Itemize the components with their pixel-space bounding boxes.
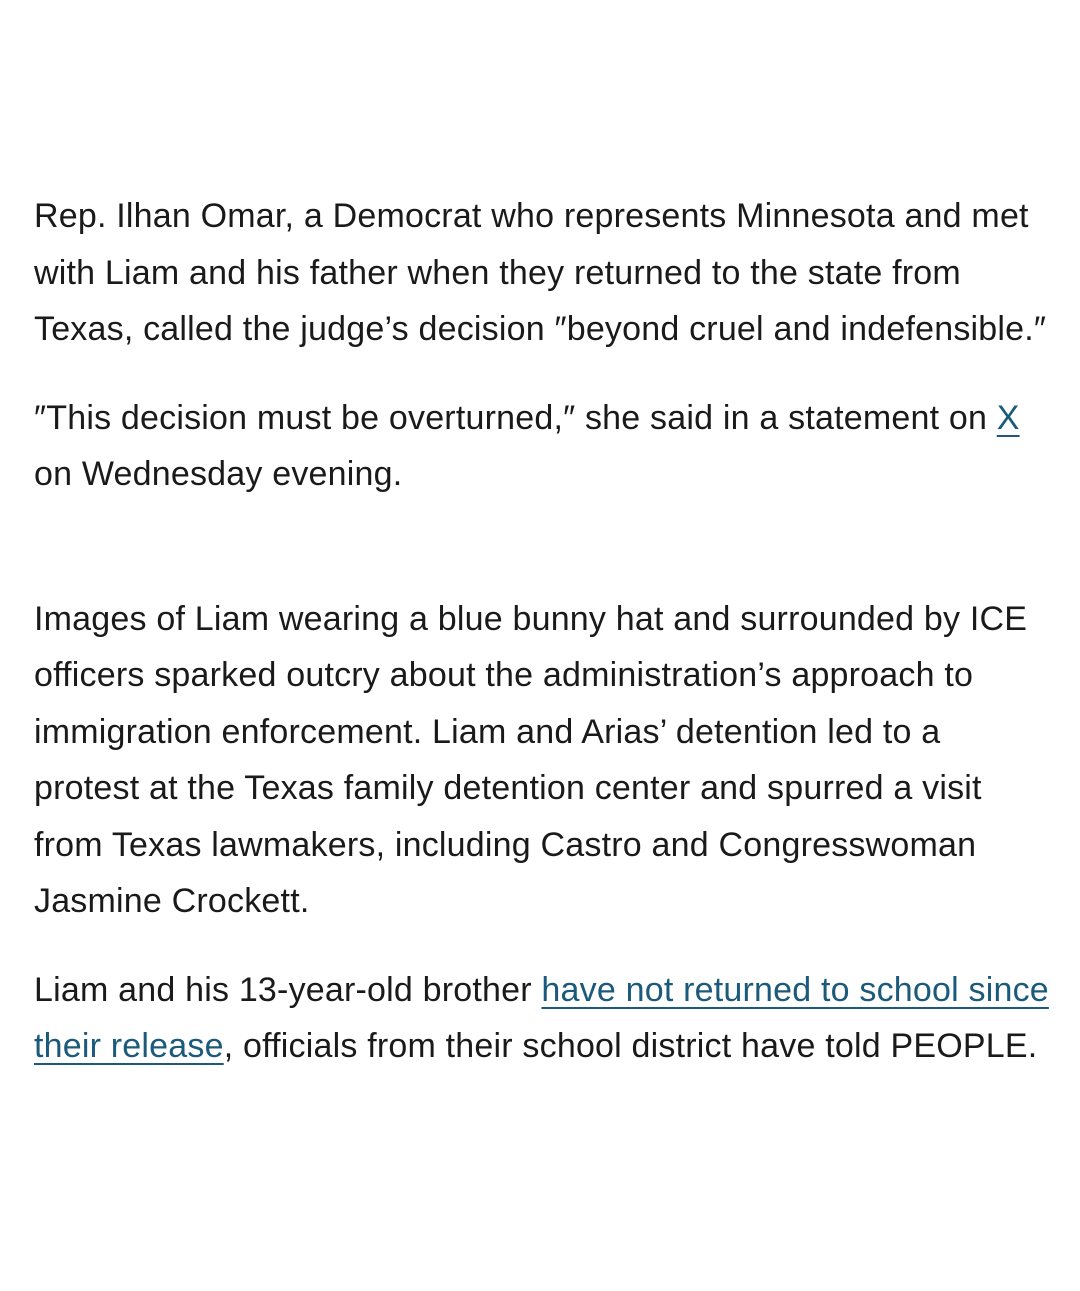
paragraph-school	[34, 962, 1054, 1075]
paragraph-text-after: on Wednesday evening.	[34, 455, 403, 493]
x-link[interactable]: X	[996, 398, 1020, 437]
article-body	[34, 188, 1054, 1075]
paragraph-text-after: , officials from their school district have told PEOPLE.	[223, 1027, 1038, 1065]
school-return-link[interactable]: have not returned to school since their release	[34, 970, 1049, 1065]
paragraph-statement	[34, 390, 1054, 503]
paragraph-text: Images of Liam wearing a blue bunny hat and surrounded by ICE officers sparked outcry about the administration’s approach to immigration enforcement. Liam and Arias’ detention led to a protest at the Texas family detention center and spurred a visit from Texas lawmakers, including Castro and Congresswoman Jasmine Crockett.	[34, 599, 1028, 920]
paragraph-text: Rep. Ilhan Omar, a Democrat who represents Minnesota and met with Liam and his father when they returned to the state from Texas, called the judge’s decision ″beyond cruel and indefensible.″	[34, 197, 1047, 348]
paragraph-images	[34, 591, 1054, 930]
paragraph-text-before: Liam and his 13-year-old brother	[34, 970, 542, 1009]
paragraph-omar-quote	[34, 188, 1054, 358]
paragraph-text-before: ″This decision must be overturned,″ she said in a statement on	[34, 398, 997, 437]
